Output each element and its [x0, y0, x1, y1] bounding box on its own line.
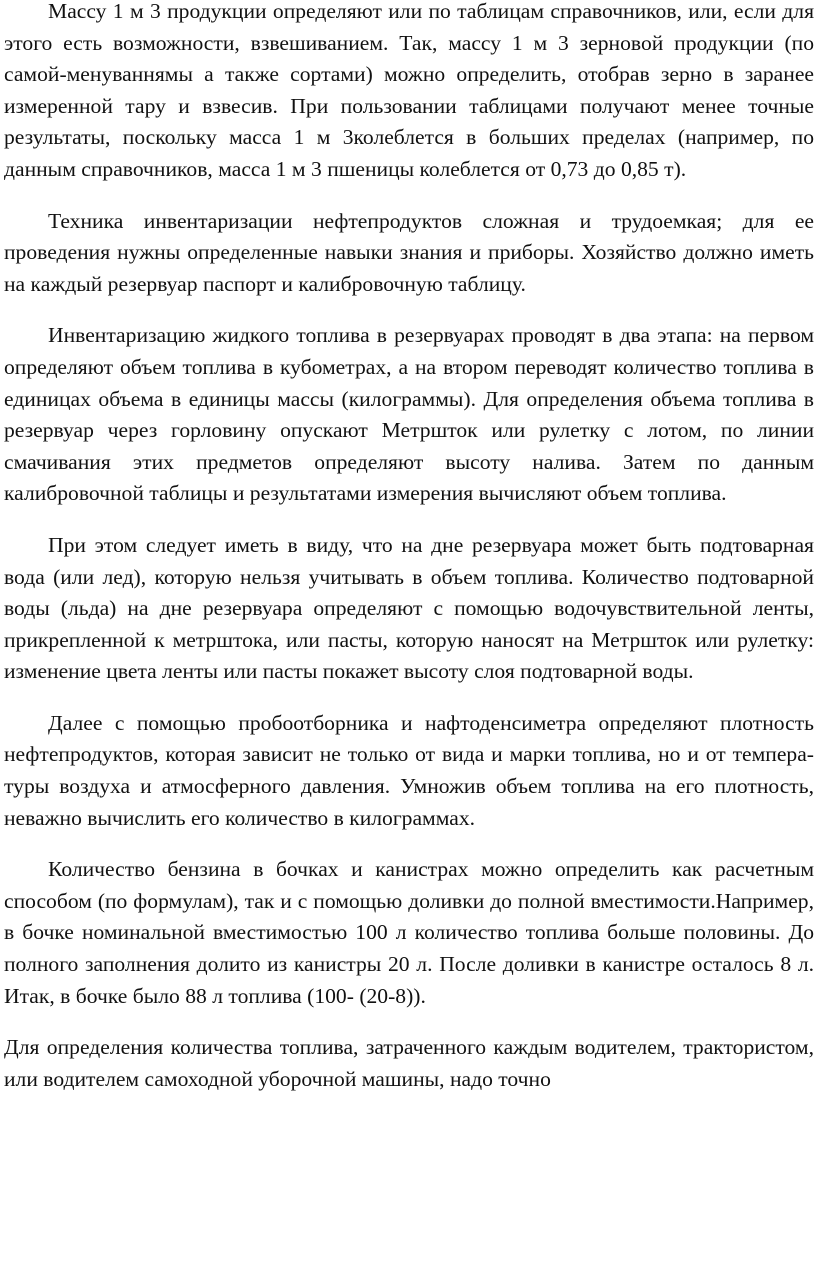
- paragraph-mass-determination: Массу 1 м 3 продукции определяют или по таблицам справочников, или, если для этого есть возможности, взвешиванием. Так, массу 1 м 3 зерновой продукции (по самой-менуваннямы а также сортами) можно определить, отобрав зерно в заранее измеренной тару и взвесив. При пользовании таблицами получают менее точные результаты, поскольку масса 1 м 3колеблется в больших пределах (например, по данным справочников, масса 1 м 3 пшеницы колеблется от 0,73 до 0,85 т).: [4, 0, 814, 181]
- paragraph-gasoline-barrels: Количество бензина в бочках и канистрах можно определить как расчетным способом (по формулам), так и с помощью доливки до полной вместимости.Например, в бочке номинальной вместимостью 100 л количество топлива больше половины. До полного заполнения долито из канистры 20 л. После доливки в канистре осталось 8 л. Итак, в бочке было 88 л топлива (100- (20-8)).: [4, 857, 814, 1008]
- paragraph-liquid-fuel-inventory: Инвентаризацию жидкого топлива в резервуарах проводят в два этапа: на первом определяют объем топлива в кубометрах, а на втором переводят количество топлива в единицах объема в единицы массы (килограммы). Для определения объема топлива в резервуар через горловину опускают Метршток или рулетку с лотом, по линии смачивания этих предметов определяют высоту налива. Затем по данным калибровочной таблицы и результатами измерения вычисляют объем топлива.: [4, 323, 814, 506]
- paragraph-bottom-water: При этом следует иметь в виду, что на дне резервуара может быть подтоварная вода (или лед), которую нельзя учитывать в объем топлива. Количество подтоварной воды (льда) на дне резервуара определяют с помощью водочувствительной ленты, прикрепленной к метрштока, или пасты, которую наносят на Метршток или рулетку: изменение цвета ленты или пасты покажет высоту слоя подтоварной воды.: [4, 532, 814, 684]
- paragraph-inventory-technique: Техника инвентаризации нефтепродуктов сложная и трудоемкая; для ее проведения нужны определенные навыки знания и приборы. Хозяйство должно иметь на каждый резервуар паспорт и калибровочную таблицу.: [4, 208, 814, 296]
- paragraph-density: Далее с помощью пробоотборника и нафтоденсиметра определяют плотность нефтепродуктов, которая зависит не только от вида и марки топлива, но и от темпера-туры воздуха и атмосферного давления. Умножив объем топлива на его плотность, неважно вычислить его количество в килограммах.: [4, 710, 814, 830]
- paragraph-fuel-consumption: Для определения количества топлива, затраченного каждым водителем, трактористом, или водителем самоходной уборочной машины, надо точно: [4, 1035, 814, 1091]
